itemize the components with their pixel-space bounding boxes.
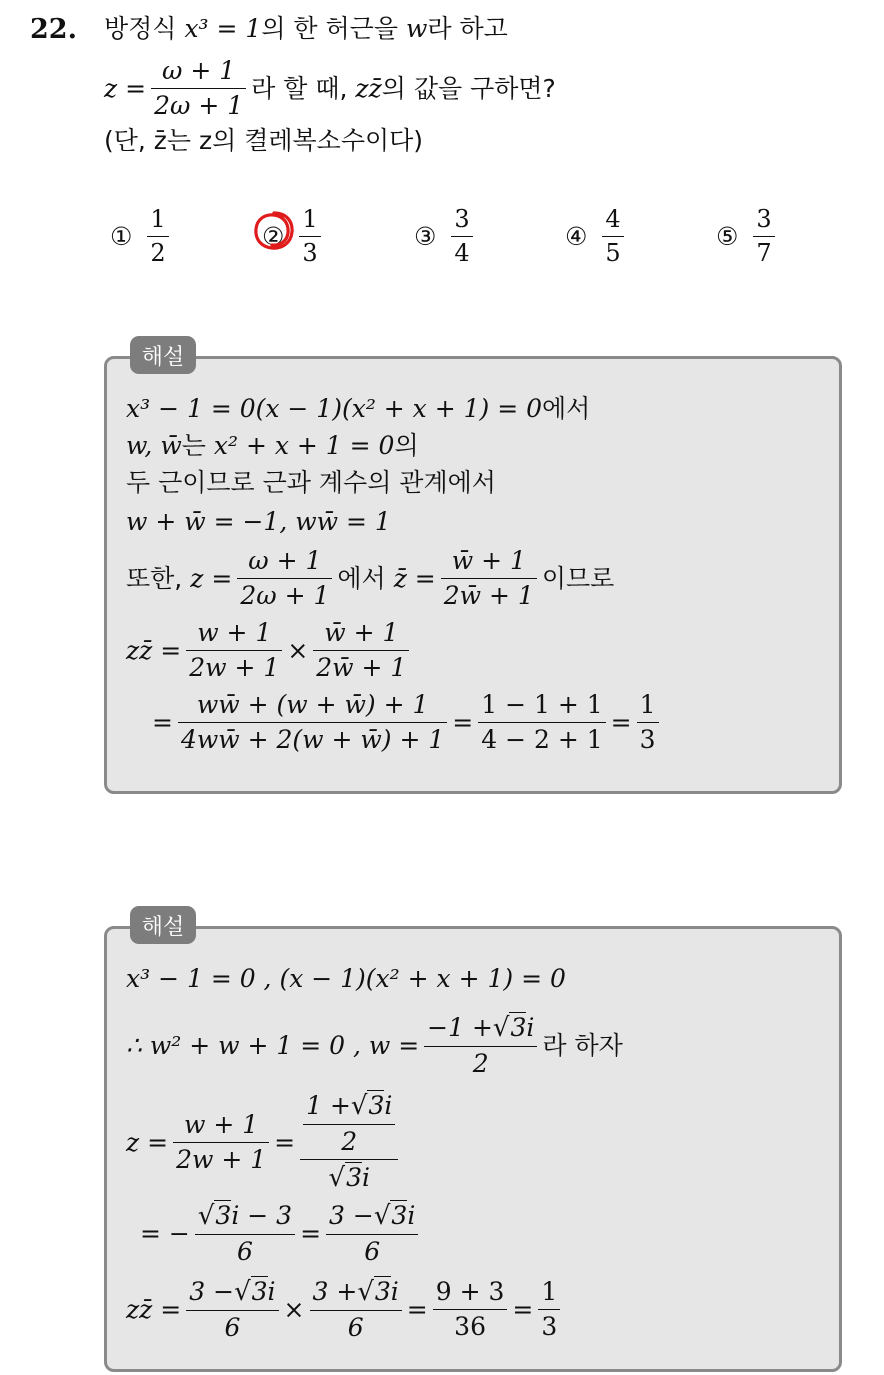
fraction-denominator: 2w̄ + 1 [443,581,534,610]
fraction-denominator: 4ww̄ + 2(w + w̄) + 1 [180,725,445,754]
fraction-numerator: ww̄ + (w + w̄) + 1 [196,690,429,719]
fraction-numerator: 1 − 1 + 1 [481,690,603,719]
imaginary-unit: i [267,1277,276,1306]
choice-1[interactable] [110,205,174,268]
choice-denominator: 4 [454,238,470,267]
radicand: 3 [368,1091,385,1120]
choice-number: ⑤ [716,221,739,251]
question-text: 라 할 때, [251,74,348,103]
fraction-numerator: w̄ + 1 [451,546,526,575]
fraction-numerator: w + 1 [184,1109,259,1139]
choice-number: ③ [414,221,437,251]
fraction-numerator: 1 [541,1277,558,1307]
equals-sign: = [274,1127,296,1157]
fraction-numerator: i − 3 [231,1201,293,1230]
choice-numerator: 1 [150,205,166,233]
choice-denominator: 3 [302,238,318,267]
choice-denominator: 5 [605,238,621,267]
choice-numerator: 3 [756,205,772,233]
solution-tag-1: 해설 [130,336,196,374]
solution-tag-2: 해설 [130,906,196,944]
fraction-numerator: ω + 1 [248,546,322,575]
solution-math: z = [126,1127,169,1157]
imaginary-unit: i [384,1091,393,1120]
times-sign: × [283,1295,305,1325]
question-fraction [151,56,246,121]
solution-text: 라 하자 [542,1031,623,1061]
fraction-denominator: 2ω + 1 [154,91,244,120]
radicand: 3 [251,1277,268,1306]
choice-numerator: 4 [605,205,621,233]
fraction-numerator: 1 + [306,1091,351,1120]
choice-denominator: 2 [150,238,166,267]
question-line-2 [104,56,556,121]
choice-2[interactable] [262,205,326,268]
solution-math: zz̄ = [126,636,182,665]
fraction-denominator: 3 [541,1312,558,1342]
solution-2-line-2: ∴ w² + w + 1 = 0 , w = $\frac{-1 +√3i}{2}$ 라 하자 [126,1013,623,1079]
fraction-denominator: 3 [639,725,656,754]
question-text: 라 하고 [427,14,508,43]
choice-denominator: 7 [756,238,772,267]
radicand: 3 [215,1201,232,1230]
radicand: 3 [510,1013,527,1042]
question-line-1 [104,16,508,41]
fraction-numerator: 3 − [189,1277,235,1306]
choice-3[interactable] [414,205,478,268]
radicand: 3 [346,1163,362,1193]
solution-math: zz̄ = [126,1295,182,1325]
fraction-numerator: w + 1 [197,618,272,647]
question-line-3: (단, z̄는 z의 켤레복소수이다) [104,126,424,155]
fraction-numerator: −1 + [427,1013,493,1042]
equals-sign: = [152,708,173,737]
solution-1-line-1 [126,396,590,421]
solution-2-line-1: x³ − 1 = 0 , (x − 1)(x² + x + 1) = 0 [126,964,566,993]
solution-text: 의 [394,431,419,460]
radicand: 3 [391,1201,408,1230]
choice-4[interactable] [565,205,629,268]
choice-numerator: 1 [302,205,318,233]
solution-text: 에서 [337,564,386,593]
solution-1-line-7 [152,690,664,755]
question-text: 방정식 [104,14,177,43]
fraction-denominator: 2w + 1 [176,1144,267,1174]
solution-text: 에서 [542,394,591,423]
solution-math: z = [190,564,233,593]
solution-1-line-2 [126,433,419,458]
solution-math: w, w̄ [126,431,182,460]
solution-math: x² + x + 1 = 0 [213,431,395,460]
question-text: 의 한 허근을 [261,14,398,43]
question-math: z = [104,74,147,103]
fraction-denominator: 6 [347,1313,364,1343]
solution-1-line-4: w + w̄ = −1, ww̄ = 1 [126,507,391,536]
solution-math: x³ − 1 = 0(x − 1)(x² + x + 1) = 0 [126,394,543,423]
solution-2-line-3 [126,1090,403,1194]
equals-sign: = [452,708,474,737]
imaginary-unit: i [526,1013,535,1042]
fraction-denominator: 2w + 1 [189,653,280,682]
choice-number: ② [262,221,285,251]
solution-text: 는 [181,431,206,460]
fraction-denominator: 4 − 2 + 1 [481,725,603,754]
equals-sign: = − [140,1219,190,1249]
fraction-numerator: 1 [639,690,656,719]
solution-math: z̄ = [393,564,436,593]
fraction-numerator: 9 + 3 [435,1277,505,1307]
imaginary-unit: i [407,1201,416,1230]
fraction-denominator: 6 [364,1237,381,1267]
solution-2-line-5: zz̄ = $\frac{3 -√3i}{6}$ × $\frac{3 +√3i}{6}$ = $\frac{9 + 3}{36}$ = $\frac{1}{3}$ [126,1276,565,1343]
fraction-denominator: 2ω + 1 [240,581,330,610]
question-number: 22. [30,14,77,45]
fraction-numerator: w̄ + 1 [324,618,399,647]
question-var: w [405,14,428,43]
solution-text: 이므로 [541,564,615,593]
imaginary-unit: i [361,1163,370,1193]
solution-1-line-5 [126,546,614,611]
fraction-denominator: 36 [454,1312,486,1342]
choice-number: ① [110,221,133,251]
fraction-numerator: 3 + [312,1277,358,1306]
fraction-numerator: ω + 1 [162,56,236,85]
fraction-denominator: 2w̄ + 1 [316,653,407,682]
fraction-denominator: 6 [224,1313,241,1343]
times-sign: × [287,636,309,665]
fraction-numerator: 3 − [329,1201,374,1230]
fraction-denominator: 6 [237,1237,253,1267]
question-math: x³ = 1 [184,14,262,43]
fraction-denominator: 2 [472,1049,489,1079]
choice-5[interactable] [716,205,780,268]
radicand: 3 [374,1277,391,1306]
fraction-denominator: 2 [341,1127,358,1157]
choice-number: ④ [565,221,588,251]
question-text: 의 값을 구하면? [381,74,556,103]
choice-numerator: 3 [454,205,470,233]
equals-sign: = [610,708,632,737]
solution-math: ∴ w² + w + 1 = 0 , w = [126,1031,420,1061]
imaginary-unit: i [390,1277,399,1306]
question-math: zz̄ [355,74,382,103]
compound-fraction: $\frac{\frac{1 +√3i}{2}}{√3i}$ [300,1090,398,1194]
solution-2-line-4: = − $\frac{√3i - 3}{6}$ = $\frac{3 -√3i}{6}$ [140,1200,423,1267]
solution-1-line-6 [126,618,414,683]
solution-text: 또한, [126,564,183,593]
solution-1-line-3: 두 근이므로 근과 계수의 관계에서 [126,468,496,497]
